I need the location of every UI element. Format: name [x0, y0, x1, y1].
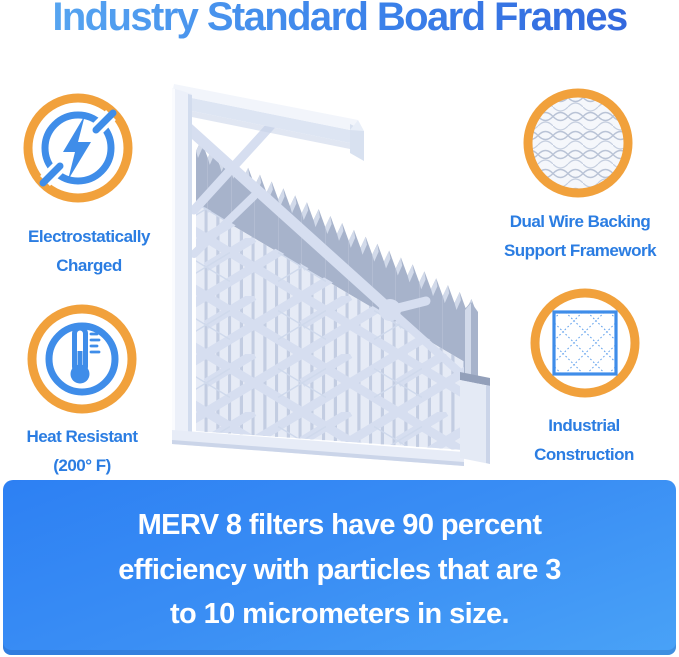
feature-label-line: Heat Resistant — [26, 427, 138, 446]
diamond-lattice-icon — [530, 288, 640, 398]
right-end-cap — [460, 302, 490, 464]
left-frame-board — [172, 88, 192, 444]
feature-label-line: Industrial — [548, 416, 620, 435]
feature-electrostatic — [6, 93, 172, 280]
feature-label — [8, 422, 156, 480]
feature-label — [496, 207, 664, 265]
info-banner — [3, 480, 676, 655]
banner-text-line: MERV 8 filters have 90 percent — [137, 509, 542, 541]
air-filter-graphic — [158, 64, 498, 484]
thermometer-icon — [27, 304, 137, 414]
feature-heat-resistant — [8, 304, 156, 480]
feature-label-line: Electrostatically — [28, 227, 150, 246]
lightning-icon — [23, 93, 133, 203]
feature-label-line: (200° F) — [53, 456, 111, 475]
feature-label-line: Charged — [56, 256, 122, 275]
feature-label-line: Construction — [534, 445, 634, 464]
feature-label-line: Support Framework — [503, 241, 657, 260]
page-title: Industry Standard Board Frames — [0, 0, 679, 41]
strut-node — [379, 299, 401, 321]
feature-label-line: Dual Wire Backing — [509, 212, 651, 231]
banner-text-line: to 10 micrometers in size. — [170, 598, 509, 630]
feature-industrial — [500, 288, 668, 469]
feature-wire-backing — [496, 88, 664, 265]
banner-text-line: efficiency with particles that are 3 — [118, 553, 561, 586]
wire-mesh-icon — [523, 88, 633, 198]
feature-label — [6, 222, 172, 280]
air-filter-illustration — [158, 64, 498, 484]
feature-label — [500, 411, 668, 469]
